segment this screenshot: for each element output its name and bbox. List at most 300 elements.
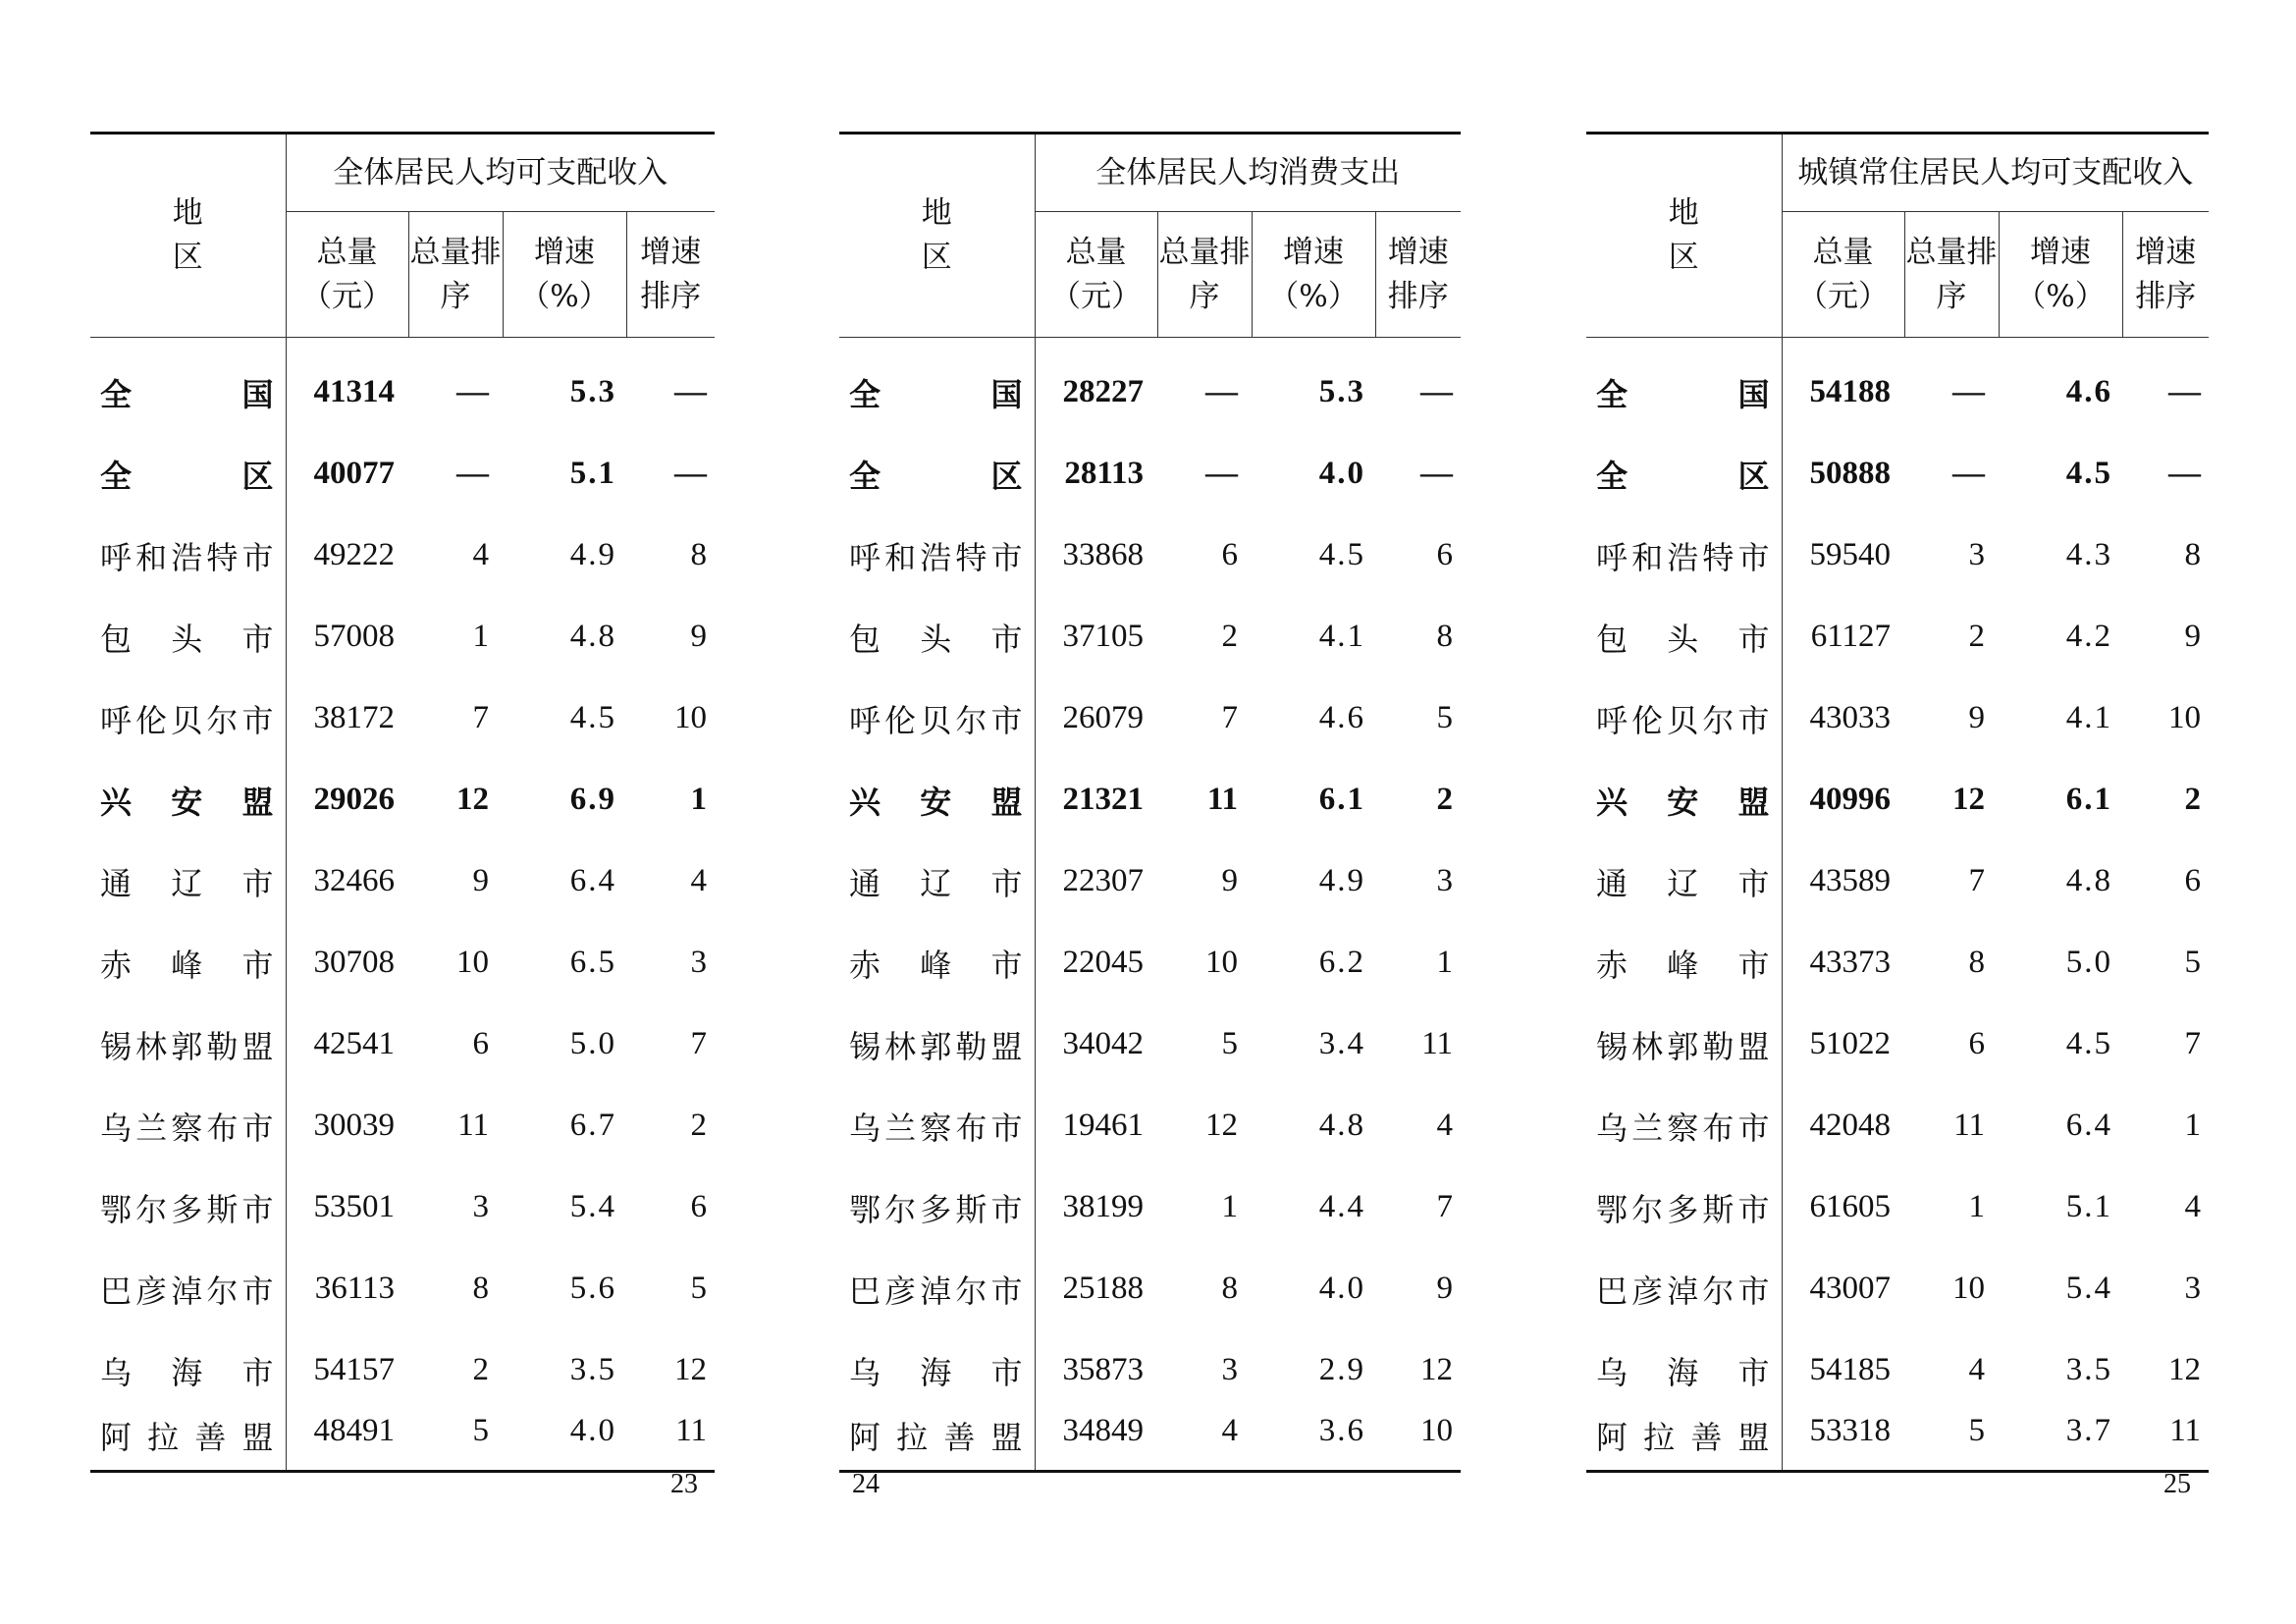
region-cell [839, 1411, 1035, 1472]
growth-rank-cell: — [674, 456, 707, 491]
table-row [90, 1248, 715, 1329]
growth-cell: 4.2 [2065, 619, 2112, 654]
growth-cell: 4.5 [1318, 537, 1365, 572]
total-rank-cell: 7 [472, 700, 489, 735]
region-cell [90, 596, 286, 677]
growth-cell: 6.2 [1318, 945, 1365, 980]
growth-rank-cell: 3 [690, 945, 707, 980]
region-cell [1586, 1411, 1782, 1472]
total-cell: 38172 [313, 700, 395, 735]
header-total: 总量（元） [1035, 212, 1157, 338]
growth-rank-cell: 2 [2184, 782, 2201, 817]
total-cell: 30708 [313, 945, 395, 980]
table-panel-disposable-income [90, 132, 715, 1473]
region-name: 呼 伦 贝 尔 市 [100, 701, 274, 739]
growth-rank-cell: 6 [690, 1189, 707, 1224]
total-cell: 26079 [1062, 700, 1144, 735]
region-name: 全 区 [849, 457, 1023, 495]
region-name: 兴 安 盟 [100, 783, 274, 821]
total-rank-cell: 4 [472, 537, 489, 572]
table-row [1586, 596, 2209, 677]
table-row [90, 677, 715, 759]
growth-rank-cell: 12 [1420, 1352, 1453, 1387]
growth-rank-cell: 10 [2168, 700, 2201, 735]
region-cell [90, 1166, 286, 1248]
region-name: 巴 彦 淖 尔 市 [1596, 1272, 1770, 1310]
growth-cell: 4.6 [1318, 700, 1365, 735]
total-cell: 40996 [1809, 782, 1891, 817]
region-cell [90, 1329, 286, 1411]
growth-rank-cell: 5 [1436, 700, 1453, 735]
region-name: 呼 和 浩 特 市 [100, 538, 274, 576]
total-cell: 51022 [1809, 1026, 1891, 1061]
total-rank-cell: 12 [1952, 782, 1985, 817]
growth-cell: 3.7 [1999, 1411, 2122, 1472]
table-body [1586, 338, 2209, 1472]
total-rank-cell: 5 [1904, 1411, 1999, 1472]
total-rank-cell: 6 [472, 1026, 489, 1061]
table-row [839, 677, 1461, 759]
growth-rank-cell: 6 [1436, 537, 1453, 572]
page-number: 25 [2163, 1469, 2191, 1499]
region-cell [1586, 759, 1782, 840]
total-rank-cell: 8 [1968, 945, 1985, 980]
region-cell [839, 840, 1035, 922]
total-rank-cell: 2 [1968, 619, 1985, 654]
region-cell [839, 514, 1035, 596]
region-name: 巴 彦 淖 尔 市 [100, 1272, 274, 1310]
growth-cell: 6.1 [1318, 782, 1365, 817]
page-number: 23 [670, 1469, 698, 1499]
table-row [90, 514, 715, 596]
header-growth: 增速（%） [1252, 212, 1375, 338]
table-row [839, 1329, 1461, 1411]
header-growth: 增速（%） [503, 212, 626, 338]
region-name: 通 辽 市 [1596, 864, 1770, 902]
region-cell [839, 338, 1035, 434]
header-total-rank: 总量排序 [408, 212, 503, 338]
growth-rank-cell: 6 [2184, 863, 2201, 898]
page-number: 24 [852, 1469, 880, 1499]
region-cell [90, 1085, 286, 1166]
region-cell [1586, 1003, 1782, 1085]
region-cell [1586, 1329, 1782, 1411]
total-rank-cell: 1 [1968, 1189, 1985, 1224]
table-row [839, 338, 1461, 434]
growth-rank-cell: — [2168, 374, 2201, 409]
region-name: 锡 林 郭 勒 盟 [1596, 1027, 1770, 1065]
total-cell: 59540 [1809, 537, 1891, 572]
total-rank-cell: 5 [1221, 1026, 1238, 1061]
growth-rank-cell: 10 [1375, 1411, 1461, 1472]
table-row [839, 759, 1461, 840]
region-cell [90, 677, 286, 759]
growth-cell: 6.9 [569, 782, 616, 817]
region-cell [839, 1329, 1035, 1411]
region-name: 阿 拉 善 盟 [100, 1419, 274, 1456]
total-rank-cell: 5 [408, 1411, 503, 1472]
table-row [1586, 338, 2209, 434]
growth-rank-cell: 4 [690, 863, 707, 898]
total-rank-cell: 7 [1968, 863, 1985, 898]
region-cell [1586, 433, 1782, 514]
table-row [90, 338, 715, 434]
growth-rank-cell: 7 [2184, 1026, 2201, 1061]
growth-rank-cell: 1 [1436, 945, 1453, 980]
growth-cell: 4.4 [1318, 1189, 1365, 1224]
total-rank-cell: 4 [1157, 1411, 1252, 1472]
total-cell: 40077 [313, 456, 395, 491]
growth-cell: 6.4 [569, 863, 616, 898]
region-cell [839, 1003, 1035, 1085]
region-cell [90, 1411, 286, 1472]
region-cell [90, 922, 286, 1003]
total-cell: 30039 [313, 1108, 395, 1143]
region-name: 通 辽 市 [849, 864, 1023, 902]
table-row [1586, 1085, 2209, 1166]
region-name: 鄂 尔 多 斯 市 [100, 1190, 274, 1228]
growth-cell: 5.3 [569, 374, 616, 409]
region-name: 呼 伦 贝 尔 市 [849, 701, 1023, 739]
growth-cell: 5.0 [569, 1026, 616, 1061]
total-rank-cell: 3 [472, 1189, 489, 1224]
total-cell: 22307 [1062, 863, 1144, 898]
growth-cell: 2.9 [1318, 1352, 1365, 1387]
total-cell: 38199 [1062, 1189, 1144, 1224]
growth-cell: 5.1 [2065, 1189, 2112, 1224]
table-row [90, 1003, 715, 1085]
total-cell: 25188 [1062, 1271, 1144, 1306]
growth-rank-cell: 12 [674, 1352, 707, 1387]
growth-cell: 3.5 [569, 1352, 616, 1387]
growth-cell: 4.0 [503, 1411, 626, 1472]
total-cell: 35873 [1062, 1352, 1144, 1387]
growth-cell: 5.0 [2065, 945, 2112, 980]
region-name: 全 国 [1596, 375, 1770, 413]
region-cell [839, 1248, 1035, 1329]
region-name: 呼 和 浩 特 市 [1596, 538, 1770, 576]
table-row [839, 514, 1461, 596]
table-row [1586, 1329, 2209, 1411]
total-cell: 48491 [286, 1411, 408, 1472]
growth-cell: 4.8 [2065, 863, 2112, 898]
growth-rank-cell: — [1420, 374, 1453, 409]
region-cell [90, 1248, 286, 1329]
table-row [1586, 677, 2209, 759]
total-rank-cell: 11 [457, 1108, 489, 1143]
total-rank-cell: — [1205, 374, 1238, 409]
growth-rank-cell: 1 [2184, 1108, 2201, 1143]
region-name: 赤 峰 市 [1596, 946, 1770, 984]
total-rank-cell: 2 [1221, 619, 1238, 654]
growth-cell: 4.0 [1318, 1271, 1365, 1306]
growth-rank-cell: 11 [1421, 1026, 1453, 1061]
total-cell: 43007 [1809, 1271, 1891, 1306]
total-cell: 32466 [313, 863, 395, 898]
region-name: 赤 峰 市 [849, 946, 1023, 984]
total-rank-cell: 3 [1221, 1352, 1238, 1387]
growth-cell: 4.5 [569, 700, 616, 735]
table-row [90, 1411, 715, 1472]
growth-rank-cell: 10 [674, 700, 707, 735]
total-cell: 50888 [1809, 456, 1891, 491]
group-header: 全体居民人均可支配收入 [286, 134, 715, 212]
header-total: 总量（元） [286, 212, 408, 338]
region-cell [1586, 1248, 1782, 1329]
growth-cell: 3.5 [2065, 1352, 2112, 1387]
total-rank-cell: 10 [456, 945, 489, 980]
region-cell [839, 759, 1035, 840]
stat-table [839, 132, 1461, 1473]
growth-cell: 6.5 [569, 945, 616, 980]
region-cell [1586, 922, 1782, 1003]
total-cell: 49222 [313, 537, 395, 572]
total-cell: 37105 [1062, 619, 1144, 654]
table-panel-consumption [839, 132, 1461, 1473]
region-name: 兴 安 盟 [849, 783, 1023, 821]
total-rank-cell: — [1952, 456, 1985, 491]
header-growth-rank: 增速排序 [2122, 212, 2209, 338]
growth-rank-cell: 9 [2184, 619, 2201, 654]
growth-rank-cell: 2 [1436, 782, 1453, 817]
growth-cell: 4.3 [2065, 537, 2112, 572]
total-cell: 41314 [313, 374, 395, 409]
region-cell [90, 338, 286, 434]
growth-rank-cell: 3 [1436, 863, 1453, 898]
growth-cell: 4.8 [569, 619, 616, 654]
total-rank-cell: — [456, 374, 489, 409]
region-cell [1586, 514, 1782, 596]
table-row [90, 1166, 715, 1248]
total-cell: 53501 [313, 1189, 395, 1224]
growth-rank-cell: 11 [626, 1411, 715, 1472]
total-rank-cell: 4 [1968, 1352, 1985, 1387]
growth-cell: 5.4 [2065, 1271, 2112, 1306]
region-name: 呼 伦 贝 尔 市 [1596, 701, 1770, 739]
growth-cell: 4.5 [2065, 456, 2112, 491]
growth-cell: 6.4 [2065, 1108, 2112, 1143]
table-row [90, 596, 715, 677]
region-cell [90, 1003, 286, 1085]
total-cell: 33868 [1062, 537, 1144, 572]
total-rank-cell: 2 [472, 1352, 489, 1387]
region-name: 全 国 [100, 375, 274, 413]
region-cell [839, 677, 1035, 759]
header-growth-rank: 增速排序 [626, 212, 715, 338]
region-name: 全 国 [849, 375, 1023, 413]
total-rank-cell: — [456, 456, 489, 491]
growth-rank-cell: 8 [690, 537, 707, 572]
region-name: 全 区 [1596, 457, 1770, 495]
table-row [1586, 1411, 2209, 1472]
growth-rank-cell: 5 [690, 1271, 707, 1306]
total-cell: 28227 [1062, 374, 1144, 409]
region-cell [839, 1085, 1035, 1166]
total-cell: 29026 [313, 782, 395, 817]
total-rank-cell: 6 [1221, 537, 1238, 572]
table-row [90, 1085, 715, 1166]
region-name: 锡 林 郭 勒 盟 [849, 1027, 1023, 1065]
total-rank-cell: 9 [1221, 863, 1238, 898]
table-row [1586, 1003, 2209, 1085]
growth-rank-cell: 11 [2122, 1411, 2209, 1472]
growth-cell: 5.4 [569, 1189, 616, 1224]
region-name: 赤 峰 市 [100, 946, 274, 984]
total-rank-cell: 1 [472, 619, 489, 654]
total-rank-cell: 9 [1968, 700, 1985, 735]
total-rank-cell: 10 [1952, 1271, 1985, 1306]
table-row [90, 1329, 715, 1411]
stat-table [1586, 132, 2209, 1473]
table-panel-urban-income [1586, 132, 2209, 1473]
growth-rank-cell: 2 [690, 1108, 707, 1143]
total-cell: 43373 [1809, 945, 1891, 980]
growth-cell: 6.1 [2065, 782, 2112, 817]
total-cell: 61605 [1809, 1189, 1891, 1224]
total-cell: 54188 [1809, 374, 1891, 409]
total-cell: 43589 [1809, 863, 1891, 898]
table-row [1586, 433, 2209, 514]
region-cell [1586, 1085, 1782, 1166]
total-rank-cell: — [1952, 374, 1985, 409]
region-name: 鄂 尔 多 斯 市 [1596, 1190, 1770, 1228]
region-name: 锡 林 郭 勒 盟 [100, 1027, 274, 1065]
region-name: 阿 拉 善 盟 [849, 1419, 1023, 1456]
region-cell [90, 759, 286, 840]
total-cell: 36113 [314, 1271, 395, 1306]
region-name: 乌 海 市 [849, 1353, 1023, 1391]
total-cell: 34042 [1062, 1026, 1144, 1061]
total-cell: 34849 [1035, 1411, 1157, 1472]
growth-rank-cell: — [1420, 456, 1453, 491]
table-row [90, 433, 715, 514]
table-row [839, 1411, 1461, 1472]
growth-cell: 4.5 [2065, 1026, 2112, 1061]
total-cell: 22045 [1062, 945, 1144, 980]
header-growth-rank: 增速排序 [1375, 212, 1461, 338]
table-row [839, 840, 1461, 922]
region-name: 包 头 市 [849, 620, 1023, 658]
total-rank-cell: 9 [472, 863, 489, 898]
growth-rank-cell: 5 [2184, 945, 2201, 980]
region-cell [839, 922, 1035, 1003]
total-cell: 53318 [1782, 1411, 1904, 1472]
region-name: 包 头 市 [100, 620, 274, 658]
table-body [839, 338, 1461, 1472]
header-total-rank: 总量排序 [1904, 212, 1999, 338]
total-cell: 54157 [313, 1352, 395, 1387]
region-name: 包 头 市 [1596, 620, 1770, 658]
region-name: 乌 兰 察 布 市 [1596, 1109, 1770, 1147]
region-cell [1586, 840, 1782, 922]
header-total: 总量（元） [1782, 212, 1904, 338]
total-rank-cell: 1 [1221, 1189, 1238, 1224]
region-cell [90, 514, 286, 596]
region-cell [839, 433, 1035, 514]
stat-table [90, 132, 715, 1473]
table-row [1586, 840, 2209, 922]
table-row [839, 433, 1461, 514]
growth-cell: 4.1 [1318, 619, 1365, 654]
table-row [1586, 922, 2209, 1003]
table-row [90, 922, 715, 1003]
growth-cell: 3.4 [1318, 1026, 1365, 1061]
growth-rank-cell: 1 [690, 782, 707, 817]
growth-cell: 6.7 [569, 1108, 616, 1143]
growth-rank-cell: 4 [1436, 1108, 1453, 1143]
region-name: 兴 安 盟 [1596, 783, 1770, 821]
region-column-header: 地区 [1586, 134, 1782, 338]
total-rank-cell: 12 [1205, 1108, 1238, 1143]
region-name: 阿 拉 善 盟 [1596, 1419, 1770, 1456]
total-rank-cell: 12 [456, 782, 489, 817]
table-row [1586, 759, 2209, 840]
growth-rank-cell: 9 [690, 619, 707, 654]
growth-cell: 4.1 [2065, 700, 2112, 735]
growth-cell: 4.8 [1318, 1108, 1365, 1143]
region-cell [839, 1166, 1035, 1248]
region-cell [1586, 596, 1782, 677]
region-name: 乌 海 市 [1596, 1353, 1770, 1391]
total-cell: 28113 [1064, 456, 1144, 491]
region-name: 乌 海 市 [100, 1353, 274, 1391]
table-row [90, 759, 715, 840]
total-rank-cell: 6 [1968, 1026, 1985, 1061]
growth-rank-cell: 9 [1436, 1271, 1453, 1306]
region-name: 鄂 尔 多 斯 市 [849, 1190, 1023, 1228]
table-row [839, 1003, 1461, 1085]
total-rank-cell: 8 [1221, 1271, 1238, 1306]
total-rank-cell: 11 [1953, 1108, 1985, 1143]
growth-cell: 5.1 [569, 456, 616, 491]
growth-rank-cell: — [674, 374, 707, 409]
growth-rank-cell: — [2168, 456, 2201, 491]
table-row [839, 596, 1461, 677]
total-cell: 54185 [1809, 1352, 1891, 1387]
region-cell [90, 433, 286, 514]
total-cell: 42541 [313, 1026, 395, 1061]
table-row [839, 1085, 1461, 1166]
total-rank-cell: 10 [1205, 945, 1238, 980]
table-body [90, 338, 715, 1472]
total-rank-cell: 3 [1968, 537, 1985, 572]
growth-cell: 4.6 [2065, 374, 2112, 409]
table-row [1586, 514, 2209, 596]
growth-rank-cell: 3 [2184, 1271, 2201, 1306]
growth-cell: 4.0 [1318, 456, 1365, 491]
growth-rank-cell: 8 [2184, 537, 2201, 572]
group-header: 全体居民人均消费支出 [1035, 134, 1461, 212]
growth-rank-cell: 7 [690, 1026, 707, 1061]
growth-rank-cell: 12 [2168, 1352, 2201, 1387]
region-name: 巴 彦 淖 尔 市 [849, 1272, 1023, 1310]
growth-rank-cell: 4 [2184, 1189, 2201, 1224]
growth-rank-cell: 7 [1436, 1189, 1453, 1224]
table-row [839, 1248, 1461, 1329]
growth-cell: 3.6 [1252, 1411, 1375, 1472]
total-cell: 57008 [313, 619, 395, 654]
growth-rank-cell: 8 [1436, 619, 1453, 654]
header-growth: 增速（%） [1999, 212, 2122, 338]
table-row [1586, 1248, 2209, 1329]
region-name: 全 区 [100, 457, 274, 495]
total-rank-cell: 8 [472, 1271, 489, 1306]
region-name: 乌 兰 察 布 市 [100, 1109, 274, 1147]
growth-cell: 4.9 [569, 537, 616, 572]
growth-cell: 5.6 [569, 1271, 616, 1306]
total-cell: 43033 [1809, 700, 1891, 735]
region-cell [1586, 677, 1782, 759]
